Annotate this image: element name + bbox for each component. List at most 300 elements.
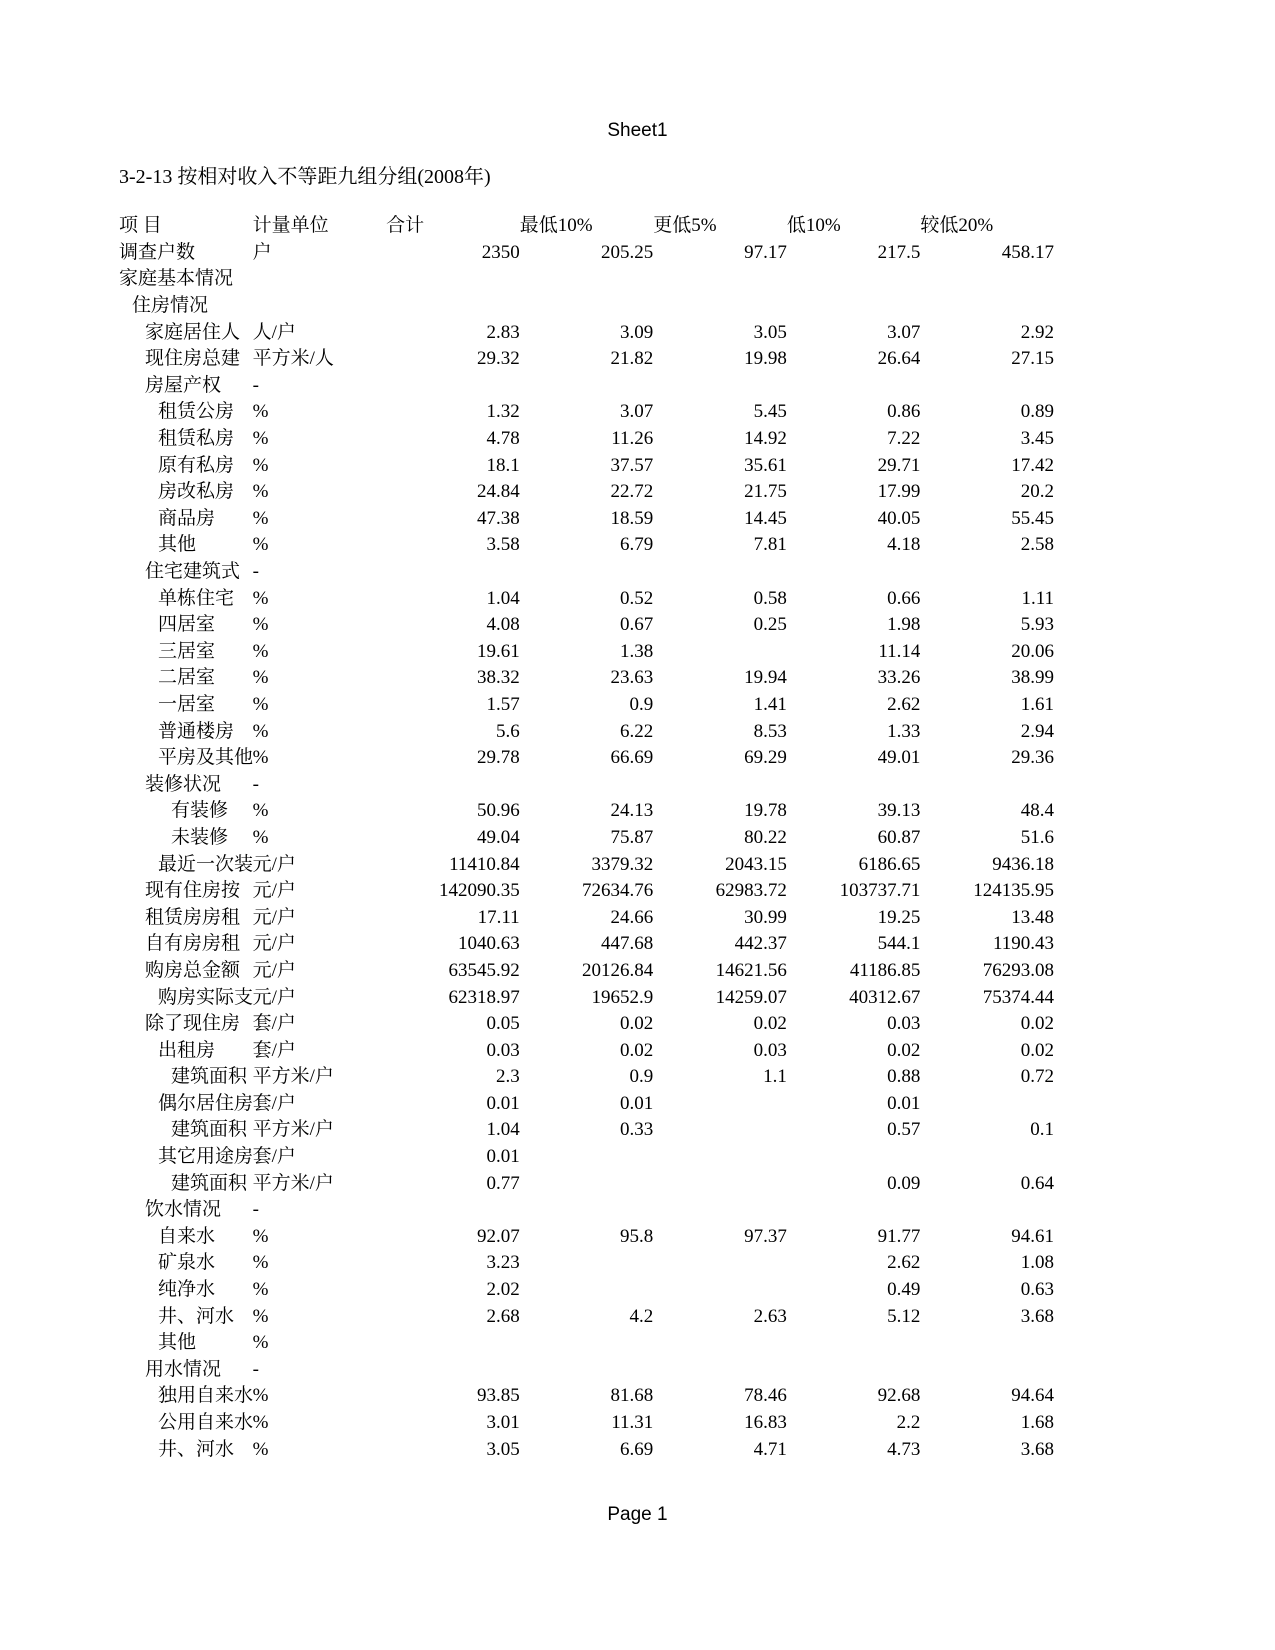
table-row <box>119 1170 1054 1197</box>
row-unit: % <box>252 481 269 503</box>
row-value: 38.32 <box>476 667 520 689</box>
row-label: 家庭居住人 <box>145 321 241 343</box>
row-value: 4.2 <box>629 1305 654 1327</box>
row-label: 商品房 <box>158 507 216 529</box>
row-unit: % <box>252 614 269 636</box>
row-label: 自有房房租 <box>145 933 241 955</box>
row-value: 1.04 <box>486 1119 520 1141</box>
row-value: 1040.63 <box>457 933 520 955</box>
row-value: 458.17 <box>1001 241 1054 263</box>
row-label: 偶尔居住房 <box>158 1092 253 1114</box>
row-value <box>520 1330 654 1357</box>
row-label: 有装修 <box>171 800 229 822</box>
row-label: 现有住房按 <box>145 880 241 902</box>
row-unit: - <box>252 374 259 396</box>
row-value <box>520 1277 654 1304</box>
row-label: 未装修 <box>171 826 229 848</box>
row-value: 37.57 <box>610 454 654 476</box>
row-value: 19.98 <box>744 348 787 370</box>
row-value: 22.72 <box>610 481 654 503</box>
row-label: 租赁房房租 <box>145 906 241 928</box>
row-value <box>520 1144 654 1171</box>
row-label: 装修状况 <box>145 773 222 795</box>
row-value: 1.11 <box>1021 587 1054 609</box>
row-unit: 套/户 <box>252 1039 296 1061</box>
row-value: 0.05 <box>486 1013 520 1035</box>
table-row <box>119 399 1054 426</box>
row-value: 0.03 <box>486 1039 520 1061</box>
row-value: 0.1 <box>1030 1119 1054 1141</box>
row-value: 76293.08 <box>982 959 1054 981</box>
row-value: 4.73 <box>887 1438 921 1460</box>
table-row <box>119 1091 1054 1118</box>
row-value: 29.71 <box>877 454 921 476</box>
row-value: 18.59 <box>610 507 654 529</box>
row-value: 3.58 <box>486 534 520 556</box>
row-value: 29.78 <box>476 747 520 769</box>
row-value <box>520 1170 654 1197</box>
page-footer: Page 1 <box>607 1504 668 1525</box>
table-row <box>119 692 1054 719</box>
row-value: 16.83 <box>744 1412 787 1434</box>
row-value <box>653 1277 787 1304</box>
row-value: 142090.35 <box>438 880 520 902</box>
row-value: 14621.56 <box>715 959 787 981</box>
row-value: 94.64 <box>1011 1385 1054 1407</box>
row-value: 103737.71 <box>839 880 921 902</box>
row-unit: % <box>252 693 269 715</box>
table-row <box>119 1250 1054 1277</box>
row-label: 饮水情况 <box>145 1199 222 1221</box>
row-value: 1.04 <box>486 587 520 609</box>
row-value <box>920 1091 1054 1118</box>
row-unit: % <box>252 1385 269 1407</box>
row-value <box>520 1357 654 1384</box>
row-value: 1.32 <box>486 401 520 423</box>
row-value: 2.02 <box>486 1279 520 1301</box>
row-value: 3.05 <box>753 321 787 343</box>
row-unit: % <box>252 401 269 423</box>
row-value: 24.13 <box>610 800 654 822</box>
row-label: 调查户数 <box>119 241 196 263</box>
row-value: 5.6 <box>495 720 520 742</box>
row-unit: 元/户 <box>252 853 296 875</box>
row-value: 11410.84 <box>449 853 520 875</box>
row-value <box>653 559 787 586</box>
row-unit <box>253 293 387 320</box>
row-label: 纯净水 <box>158 1279 216 1301</box>
row-value <box>386 1197 520 1224</box>
table-row <box>119 479 1054 506</box>
row-value: 20.2 <box>1020 481 1054 503</box>
row-value: 447.68 <box>601 933 654 955</box>
row-unit: % <box>252 1305 269 1327</box>
row-value: 6.79 <box>620 534 654 556</box>
row-value <box>787 1330 921 1357</box>
row-value <box>386 373 520 400</box>
row-value: 3379.32 <box>591 853 654 875</box>
row-label: 三居室 <box>158 640 216 662</box>
row-value: 0.9 <box>629 1066 654 1088</box>
row-value <box>386 1357 520 1384</box>
row-value: 4.71 <box>753 1438 787 1460</box>
row-value <box>653 1250 787 1277</box>
row-value: 0.01 <box>486 1092 520 1114</box>
row-value: 19.94 <box>744 667 787 689</box>
row-value <box>653 1117 787 1144</box>
row-unit: 套/户 <box>252 1146 296 1168</box>
row-value <box>653 1197 787 1224</box>
table-row <box>119 718 1054 745</box>
data-table <box>119 213 1054 1463</box>
row-label: 井、河水 <box>158 1305 235 1327</box>
row-value: 2350 <box>481 241 520 263</box>
row-value: 0.66 <box>887 587 921 609</box>
row-unit: 元/户 <box>252 986 296 1008</box>
row-value <box>386 559 520 586</box>
row-unit: % <box>252 507 269 529</box>
table-row <box>119 1224 1054 1251</box>
table-row <box>119 1037 1054 1064</box>
table-row <box>119 1357 1054 1384</box>
table-row <box>119 1277 1054 1304</box>
row-value: 0.88 <box>887 1066 921 1088</box>
row-value <box>520 1197 654 1224</box>
row-value: 20.06 <box>1011 640 1054 662</box>
row-value: 49.04 <box>476 826 520 848</box>
row-value: 0.52 <box>620 587 654 609</box>
row-value: 2043.15 <box>725 853 787 875</box>
table-row <box>119 825 1054 852</box>
table-row <box>119 984 1054 1011</box>
row-unit: % <box>252 1225 269 1247</box>
row-value <box>920 373 1054 400</box>
row-value: 21.75 <box>744 481 787 503</box>
row-value: 2.2 <box>896 1412 921 1434</box>
row-value: 2.63 <box>753 1305 787 1327</box>
row-value: 62318.97 <box>448 986 520 1008</box>
row-label: 平房及其他 <box>158 747 253 769</box>
row-value: 0.9 <box>629 693 654 715</box>
row-value: 19.61 <box>476 640 520 662</box>
row-unit: % <box>252 826 269 848</box>
row-value: 0.03 <box>887 1013 921 1035</box>
table-row <box>119 1197 1054 1224</box>
row-value: 29.36 <box>1011 747 1054 769</box>
row-value: 27.15 <box>1011 348 1054 370</box>
table-row <box>119 373 1054 400</box>
row-value: 2.3 <box>495 1066 520 1088</box>
row-value: 97.37 <box>744 1225 787 1247</box>
row-label: 现住房总建 <box>145 348 241 370</box>
row-value: 40312.67 <box>849 986 921 1008</box>
row-value: 24.66 <box>610 906 654 928</box>
row-value: 97.17 <box>744 241 787 263</box>
row-value: 39.13 <box>877 800 921 822</box>
row-value: 544.1 <box>877 933 921 955</box>
row-label: 一居室 <box>158 693 216 715</box>
row-value: 0.02 <box>1020 1013 1054 1035</box>
table-row <box>119 665 1054 692</box>
row-value <box>787 771 921 798</box>
row-value <box>653 1357 787 1384</box>
row-unit: 平方米/户 <box>252 1172 334 1194</box>
row-label: 除了现住房 <box>145 1013 241 1035</box>
row-label: 原有私房 <box>158 454 235 476</box>
header-item: 项 目 <box>119 215 162 237</box>
row-value <box>653 1170 787 1197</box>
row-value: 124135.95 <box>973 880 1054 902</box>
table-row <box>119 266 1054 293</box>
row-value <box>787 1197 921 1224</box>
row-value: 14259.07 <box>715 986 787 1008</box>
row-value: 1.08 <box>1020 1252 1054 1274</box>
table-row <box>119 240 1054 267</box>
row-value: 11.26 <box>611 428 654 450</box>
row-unit: 元/户 <box>252 933 296 955</box>
row-value: 2.83 <box>486 321 520 343</box>
table-row <box>119 904 1054 931</box>
row-label: 建筑面积 <box>171 1172 248 1194</box>
row-label: 井、河水 <box>158 1438 235 1460</box>
row-value <box>520 1250 654 1277</box>
row-value <box>787 293 921 320</box>
row-unit: 户 <box>252 241 272 263</box>
row-value: 5.12 <box>887 1305 921 1327</box>
row-value: 0.64 <box>1020 1172 1054 1194</box>
row-value <box>920 1197 1054 1224</box>
row-value <box>520 559 654 586</box>
header-unit: 计量单位 <box>252 215 329 237</box>
row-value: 5.45 <box>753 401 787 423</box>
row-value <box>653 771 787 798</box>
row-unit: % <box>252 1332 269 1354</box>
table-row <box>119 745 1054 772</box>
row-value: 1.61 <box>1020 693 1054 715</box>
row-value: 30.99 <box>744 906 787 928</box>
row-unit: 平方米/人 <box>252 348 334 370</box>
row-label: 家庭基本情况 <box>119 268 234 290</box>
row-value: 20126.84 <box>582 959 654 981</box>
row-value <box>787 559 921 586</box>
row-value <box>653 1330 787 1357</box>
table-row <box>119 1383 1054 1410</box>
row-label: 房改私房 <box>158 481 235 503</box>
row-value: 3.07 <box>887 321 921 343</box>
row-value: 3.23 <box>486 1252 520 1274</box>
row-value: 29.32 <box>476 348 520 370</box>
row-value: 3.05 <box>486 1438 520 1460</box>
row-value: 2.68 <box>486 1305 520 1327</box>
row-label: 单栋住宅 <box>158 587 235 609</box>
row-value: 1.57 <box>486 693 520 715</box>
row-value: 2.58 <box>1020 534 1054 556</box>
row-value <box>653 1144 787 1171</box>
row-label: 出租房 <box>158 1039 216 1061</box>
table-row <box>119 1117 1054 1144</box>
row-value: 0.89 <box>1020 401 1054 423</box>
sheet-title: Sheet1 <box>607 120 668 141</box>
row-value: 0.02 <box>753 1013 787 1035</box>
row-value <box>787 266 921 293</box>
row-value: 14.92 <box>744 428 787 450</box>
row-value: 4.78 <box>486 428 520 450</box>
row-value: 1.98 <box>887 614 921 636</box>
row-value: 0.01 <box>887 1092 921 1114</box>
row-value: 17.99 <box>877 481 921 503</box>
row-unit: % <box>252 534 269 556</box>
row-unit: % <box>252 428 269 450</box>
row-value: 78.46 <box>744 1385 787 1407</box>
row-unit: 元/户 <box>252 906 296 928</box>
row-unit: - <box>252 1199 259 1221</box>
row-value <box>386 771 520 798</box>
row-value: 2.94 <box>1020 720 1054 742</box>
row-unit: - <box>252 773 259 795</box>
row-unit: 平方米/户 <box>252 1066 334 1088</box>
row-value: 205.25 <box>601 241 654 263</box>
row-value: 7.81 <box>753 534 787 556</box>
row-value <box>386 1330 520 1357</box>
row-value: 0.86 <box>887 401 921 423</box>
table-row <box>119 851 1054 878</box>
row-value: 2.92 <box>1020 321 1054 343</box>
row-value: 11.31 <box>611 1412 654 1434</box>
row-value: 0.02 <box>887 1039 921 1061</box>
row-label: 矿泉水 <box>158 1252 216 1274</box>
row-unit: 平方米/户 <box>252 1119 334 1141</box>
header-row <box>119 213 1054 240</box>
row-value: 1.33 <box>887 720 921 742</box>
row-value: 35.61 <box>744 454 787 476</box>
row-value: 0.49 <box>887 1279 921 1301</box>
table-row <box>119 771 1054 798</box>
row-value <box>520 373 654 400</box>
row-unit: 元/户 <box>252 959 296 981</box>
row-value: 92.68 <box>877 1385 921 1407</box>
row-value: 3.01 <box>486 1412 520 1434</box>
row-value: 17.11 <box>477 906 520 928</box>
row-value: 94.61 <box>1011 1225 1054 1247</box>
table-row <box>119 1410 1054 1437</box>
row-value <box>787 373 921 400</box>
table-row <box>119 639 1054 666</box>
row-value: 19.78 <box>744 800 787 822</box>
row-value: 81.68 <box>610 1385 654 1407</box>
row-label: 自来水 <box>158 1225 216 1247</box>
row-label: 公用自来水 <box>158 1412 253 1434</box>
row-value <box>653 293 787 320</box>
row-value: 6.69 <box>620 1438 654 1460</box>
row-value: 2.62 <box>887 1252 921 1274</box>
row-unit: % <box>252 640 269 662</box>
row-value: 48.4 <box>1020 800 1054 822</box>
row-value: 0.72 <box>1020 1066 1054 1088</box>
table-caption: 3-2-13 按相对收入不等距九组分组(2008年) <box>119 166 491 188</box>
table-row <box>119 1064 1054 1091</box>
row-unit: % <box>252 720 269 742</box>
row-value: 8.53 <box>753 720 787 742</box>
row-label: 房屋产权 <box>145 374 222 396</box>
row-value: 4.08 <box>486 614 520 636</box>
row-value: 1.1 <box>763 1066 787 1088</box>
row-value: 1.68 <box>1020 1412 1054 1434</box>
row-value: 63545.92 <box>448 959 520 981</box>
row-value: 1.38 <box>620 640 654 662</box>
row-value: 75374.44 <box>982 986 1054 1008</box>
row-value <box>520 266 654 293</box>
row-unit: - <box>252 561 259 583</box>
row-unit: 套/户 <box>252 1013 296 1035</box>
row-value <box>653 266 787 293</box>
row-unit: 元/户 <box>252 880 296 902</box>
row-label: 住宅建筑式 <box>145 561 241 583</box>
row-value <box>787 1357 921 1384</box>
row-unit: - <box>252 1358 259 1380</box>
row-value: 92.07 <box>476 1225 520 1247</box>
row-value: 17.42 <box>1011 454 1054 476</box>
row-value <box>920 1330 1054 1357</box>
row-value <box>787 1144 921 1171</box>
row-value: 26.64 <box>877 348 921 370</box>
row-value: 4.18 <box>887 534 921 556</box>
row-label: 其他 <box>158 1332 197 1354</box>
row-value: 0.02 <box>620 1013 654 1035</box>
row-value: 9436.18 <box>992 853 1054 875</box>
row-value: 91.77 <box>877 1225 921 1247</box>
row-value: 0.25 <box>753 614 787 636</box>
row-value <box>920 293 1054 320</box>
row-unit: % <box>252 747 269 769</box>
row-unit <box>253 266 387 293</box>
table-row <box>119 293 1054 320</box>
row-value: 38.99 <box>1011 667 1054 689</box>
row-value: 0.03 <box>753 1039 787 1061</box>
row-value <box>920 559 1054 586</box>
row-value: 14.45 <box>744 507 787 529</box>
row-value: 41186.85 <box>849 959 921 981</box>
row-value: 0.67 <box>620 614 654 636</box>
row-label: 最近一次装 <box>158 853 253 875</box>
row-value <box>653 639 787 666</box>
row-value: 5.93 <box>1020 614 1054 636</box>
row-value: 2.62 <box>887 693 921 715</box>
row-label: 购房实际支 <box>158 986 253 1008</box>
header-lower-5: 更低5% <box>653 215 717 237</box>
row-unit: % <box>252 1279 269 1301</box>
row-value: 18.1 <box>486 454 520 476</box>
table-row <box>119 1436 1054 1463</box>
header-lower-20: 较低20% <box>920 215 994 237</box>
row-value: 6.22 <box>620 720 654 742</box>
row-value <box>653 1091 787 1118</box>
table-row <box>119 452 1054 479</box>
row-value: 69.29 <box>744 747 787 769</box>
row-label: 建筑面积 <box>171 1119 248 1141</box>
row-value: 1190.43 <box>992 933 1054 955</box>
row-value: 1.41 <box>753 693 787 715</box>
row-unit: % <box>252 800 269 822</box>
table-row <box>119 931 1054 958</box>
table-row <box>119 559 1054 586</box>
row-value: 3.07 <box>620 401 654 423</box>
row-value: 19652.9 <box>591 986 654 1008</box>
row-value: 75.87 <box>610 826 654 848</box>
row-value: 3.68 <box>1020 1438 1054 1460</box>
row-value: 40.05 <box>877 507 921 529</box>
row-label: 普通楼房 <box>158 720 235 742</box>
row-value: 11.14 <box>878 640 921 662</box>
